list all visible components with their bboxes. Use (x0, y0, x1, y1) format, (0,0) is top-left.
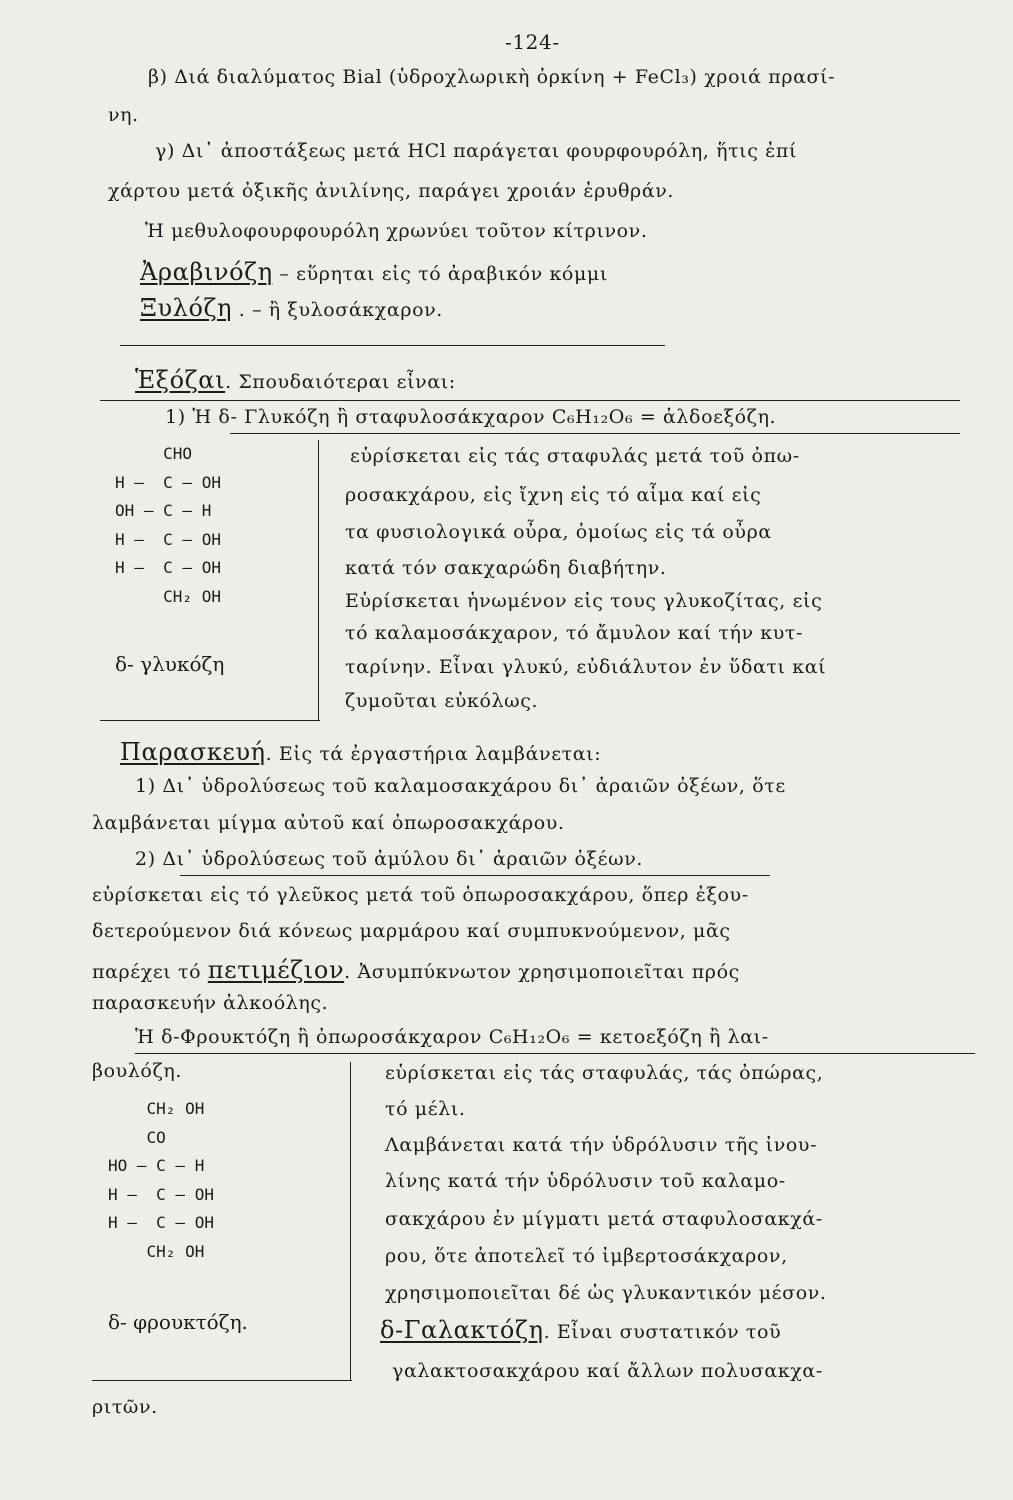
text-line: τα φυσιολογικά οὖρα, ὁμοίως εἰς τά οὖρα (345, 521, 772, 543)
arabinose-text: – εὕρηται εἰς τό ἀραβικόν κόμμι (272, 263, 608, 285)
fructose-label: δ- φρουκτόζη. (108, 1310, 248, 1334)
section-xylose (140, 294, 443, 322)
fructose-heading: Ἡ δ-Φρουκτόζη ἢ ὀπωροσάκχαρον C₆H₁₂O₆ = κετοεξόζη ἢ λαι- (135, 1026, 769, 1048)
text-line: σακχάρου ἐν μίγματι μετά σταφυλοσακχά- (385, 1208, 823, 1230)
formula-row: HO — C — H (108, 1156, 205, 1175)
hexoses-text: . Σπουδαιότεραι εἶναι: (225, 371, 456, 393)
xylose-title: Ξυλόζη (140, 294, 233, 322)
column-divider (350, 1062, 351, 1380)
text-line: β) Διά διαλύματος Bial (ὑδροχλωρικὴ ὀρκίνη + FeCl₃) χροιά πρασί- (148, 66, 836, 88)
text-line: ζυμοῦται εὐκόλως. (345, 690, 539, 712)
text-line: 1) Δι᾽ ὑδρολύσεως τοῦ καλαμοσακχάρου δι᾽ ἀραιῶν ὀξέων, ὅτε (135, 775, 786, 797)
text-line: γ) Δι᾽ ἀποστάξεως μετά HCl παράγεται φουρφουρόλη, ἥτις ἐπί (155, 140, 798, 162)
divider-line (92, 1380, 352, 1381)
text-line: χάρτου μετά ὀξικῆς ἀνιλίνης, παράγει χροιάν ἐρυθράν. (108, 180, 675, 202)
formula-row: CH₂ OH (115, 586, 221, 606)
text-line: βουλόζη. (92, 1060, 182, 1082)
formula-row: H — C — OH (108, 1213, 214, 1232)
arabinose-title: Ἀραβινόζη (140, 258, 273, 286)
formula-row: CO (108, 1127, 166, 1147)
formula-row: CH₂ OH (108, 1241, 205, 1261)
text-line: λίνης κατά τήν ὑδρόλυσιν τοῦ καλαμο- (385, 1170, 786, 1192)
fructose-heading-underline (135, 1053, 975, 1054)
text-line: εὑρίσκεται εἰς τάς σταφυλάς μετά τοῦ ὀπω- (350, 445, 800, 467)
text-line: νη. (108, 104, 139, 126)
text-line: τό μέλι. (385, 1098, 466, 1120)
formula-row: OH — C — H (115, 501, 212, 520)
text-line: τό καλαμοσάκχαρον, τό ἄμυλον καί τήν κυτ- (345, 622, 804, 644)
text-line: δετερούμενον διά κόνεως μαρμάρου καί συμπυκνούμενον, μᾶς (92, 920, 731, 942)
page-number: -124- (505, 30, 560, 54)
text-line: 2) Δι᾽ ὑδρολύσεως τοῦ ἀμύλου δι᾽ ἀραιῶν ὀξέων. (135, 848, 643, 870)
formula-row: H — C — OH (108, 1184, 214, 1204)
text-span: . Ἀσυμπύκνωτον χρησιμοποιεῖται πρός (344, 961, 740, 983)
divider-line (180, 875, 770, 876)
text-line: ταρίνην. Εἶναι γλυκύ, εὐδιάλυτον ἐν ὕδατι καί (345, 656, 827, 678)
text-line: Ἡ μεθυλοφουρφουρόλη χρωνύει τοῦτον κίτρινον. (145, 220, 648, 242)
column-divider (318, 440, 319, 720)
divider-line (120, 345, 665, 346)
section-arabinose (140, 258, 608, 286)
glucose-heading: 1) Ἡ δ- Γλυκόζη ἢ σταφυλοσάκχαρον C₆H₁₂O₆ = ἀλδοεξόζη. (165, 406, 777, 428)
xylose-text: . – ἢ ξυλοσάκχαρον. (232, 299, 443, 321)
formula-row: H — C — OH (115, 558, 221, 577)
preparation-text: . Εἰς τά ἐργαστήρια λαμβάνεται: (265, 743, 602, 765)
text-line: γαλακτοσακχάρου καί ἄλλων πολυσακχα- (392, 1360, 823, 1382)
text-line: παρασκευήν ἀλκοόλης. (92, 992, 329, 1014)
text-span: παρέχει τό (92, 961, 208, 983)
hexoses-title: Ἑξόζαι (135, 366, 226, 394)
text-line: ροσακχάρου, εἰς ἴχνη εἰς τό αἷμα καί εἰς (345, 484, 762, 506)
formula-row: CHO (115, 444, 193, 463)
text-line: ριτῶν. (92, 1396, 158, 1418)
text-line (92, 956, 740, 984)
petimezi-term: πετιμέζιον (207, 956, 345, 984)
text-line: Λαμβάνεται κατά τήν ὑδρόλυσιν τῆς ἰνου- (385, 1134, 818, 1156)
glucose-heading-underline (230, 433, 960, 434)
text-line: εὑρίσκεται εἰς τάς σταφυλάς, τάς ὀπώρας, (385, 1062, 824, 1084)
formula-row: H — C — OH (115, 472, 221, 492)
text-line: ρου, ὅτε ἀποτελεῖ τό ἰμβερτοσάκχαρον, (385, 1245, 788, 1267)
text-line: κατά τόν σακχαρώδη διαβήτην. (345, 557, 667, 579)
section-galactose (380, 1316, 781, 1344)
glucose-label: δ- γλυκόζη (115, 652, 225, 676)
preparation-title: Παρασκευή (120, 738, 266, 766)
fructose-structure (108, 1095, 214, 1266)
galactose-title: δ-Γαλακτόζη (380, 1316, 544, 1344)
divider-line (100, 720, 320, 721)
formula-row: H — C — OH (115, 529, 221, 549)
text-line: λαμβάνεται μίγμα αὐτοῦ καί ὀπωροσακχάρου. (92, 812, 565, 834)
text-line: Εὑρίσκεται ἡνωμένον εἰς τους γλυκοζίτας, εἰς (345, 590, 823, 612)
formula-row: CH₂ OH (108, 1099, 205, 1118)
section-preparation (120, 738, 601, 766)
glucose-structure (115, 440, 221, 611)
text-line: χρησιμοποιεῖται δέ ὡς γλυκαντικόν μέσον. (385, 1282, 827, 1304)
divider-line (100, 400, 960, 401)
text-line: εὑρίσκεται εἰς τό γλεῦκος μετά τοῦ ὀπωροσακχάρου, ὅπερ ἐξου- (92, 884, 749, 906)
section-hexoses (135, 366, 456, 394)
galactose-text: . Εἶναι συστατικόν τοῦ (543, 1321, 782, 1343)
